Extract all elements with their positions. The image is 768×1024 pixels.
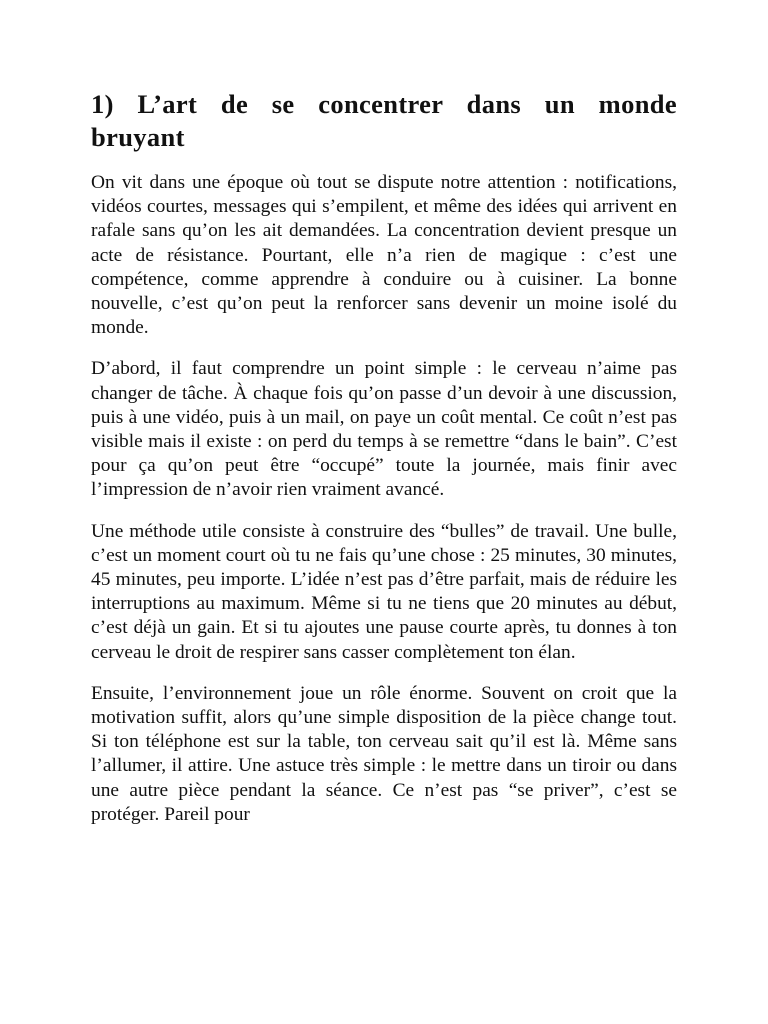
- section-title: 1) L’art de se concentrer dans un monde bruyant: [91, 89, 677, 152]
- paragraph-1: On vit dans une époque où tout se dispute notre attention : notifications, vidéos courtes, messages qui s’empilent, et même des idées qui arrivent en rafale sans qu’on les ait demandées. La concentration devient presque un acte de résistance. Pourtant, elle n’a rien de magique : c’est une compétence, comme apprendre à conduire ou à cuisiner. La bonne nouvelle, c’est qu’on peut la renforcer sans devenir un moine isolé du monde.: [91, 172, 677, 339]
- paragraph-2: D’abord, il faut comprendre un point simple : le cerveau n’aime pas changer de tâche. À chaque fois qu’on passe d’un devoir à une discussion, puis à une vidéo, puis à un mail, on paye un coût mental. Ce coût n’est pas visible mais il existe : on perd du temps à se remettre “dans le bain”. C’est pour ça qu’on peut être “occupé” toute la journée, mais finir avec l’impression de n’avoir rien vraiment avancé.: [91, 358, 677, 501]
- paragraph-3: Une méthode utile consiste à construire des “bulles” de travail. Une bulle, c’est un moment court où tu ne fais qu’une chose : 25 minutes, 30 minutes, 45 minutes, peu importe. L’idée n’est pas d’être parfait, mais de réduire les interruptions au maximum. Même si tu ne tiens que 20 minutes au début, c’est déjà un gain. Et si tu ajoutes une pause courte après, tu donnes à ton cerveau le droit de respirer sans casser complètement ton élan.: [91, 520, 677, 663]
- document-page: [91, 88, 677, 844]
- paragraph-4: Ensuite, l’environnement joue un rôle énorme. Souvent on croit que la motivation suffit, alors qu’une simple disposition de la pièce change tout. Si ton téléphone est sur la table, ton cerveau sait qu’il est là. Même sans l’allumer, il attire. Une astuce très simple : le mettre dans un tiroir ou dans une autre pièce pendant la séance. Ce n’est pas “se priver”, c’est se protéger. Pareil pour: [91, 682, 677, 825]
